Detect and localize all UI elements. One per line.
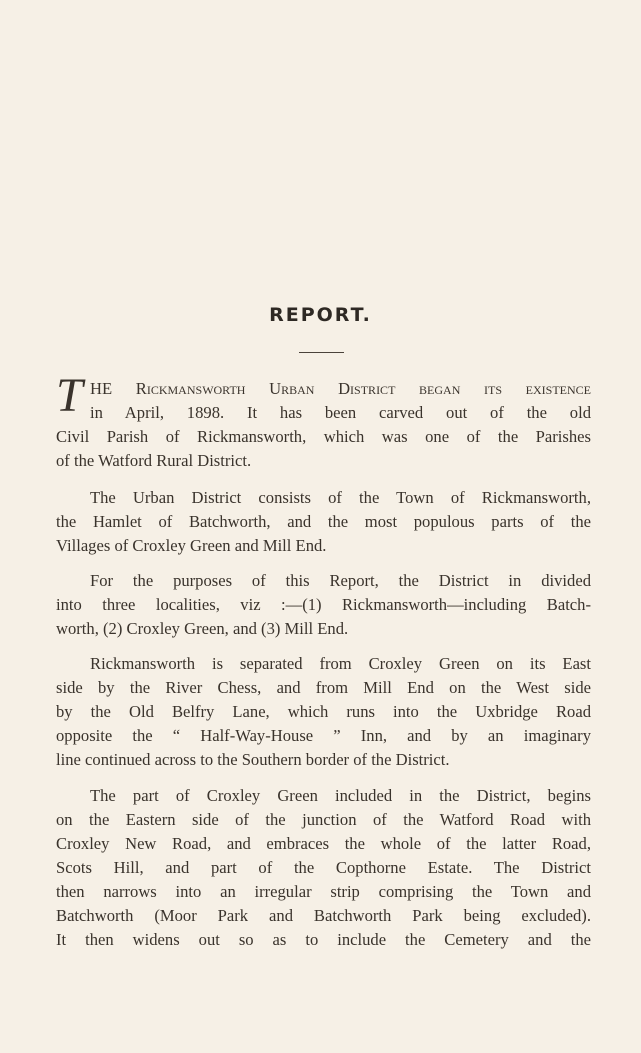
paragraph-line: Rickmansworth is separated from Croxley Green on its East — [90, 654, 591, 673]
paragraph-line: the Hamlet of Batchworth, and the most populous parts of the — [56, 512, 591, 531]
paragraph-line: line continued across to the Southern border of the District. — [56, 750, 450, 769]
paragraph-line: Civil Parish of Rickmansworth, which was one of the Parishes — [56, 427, 591, 446]
title-rule — [299, 352, 344, 353]
paragraph-line: Villages of Croxley Green and Mill End. — [56, 536, 327, 555]
lead-phrase: Rickmansworth Urban District began its existence — [135, 379, 591, 398]
paragraph-line: by the Old Belfry Lane, which runs into the Uxbridge Road — [56, 702, 591, 721]
paragraph-line: into three localities, viz :—(1) Rickmansworth—including Batch- — [56, 595, 591, 614]
paragraph-line — [56, 377, 591, 401]
paragraph-5 — [56, 784, 591, 952]
paragraph-2 — [56, 486, 591, 558]
paragraph-line: Scots Hill, and part of the Copthorne Estate. The District — [56, 858, 591, 877]
paragraph-line: side by the River Chess, and from Mill End on the West side — [56, 678, 591, 697]
paragraph-line: then narrows into an irregular strip comprising the Town and — [56, 882, 591, 901]
paragraph-line: on the Eastern side of the junction of the Watford Road with — [56, 810, 591, 829]
paragraph-3 — [56, 569, 591, 641]
paragraph-line: Croxley New Road, and embraces the whole of the latter Road, — [56, 834, 591, 853]
paragraph-line: of the Watford Rural District. — [56, 451, 252, 470]
paragraph-4 — [56, 652, 591, 772]
paragraph-line: in April, 1898. It has been carved out of the old — [90, 403, 591, 422]
paragraph-line: For the purposes of this Report, the District in divided — [90, 571, 591, 590]
lead-word: HE — [90, 379, 113, 398]
page-title: REPORT. — [269, 304, 372, 326]
paragraph-line: The Urban District consists of the Town of Rickmansworth, — [90, 488, 591, 507]
paragraph-line: worth, (2) Croxley Green, and (3) Mill End. — [56, 619, 349, 638]
paragraph-line: opposite the “ Half-Way-House ” Inn, and by an imaginary — [56, 726, 591, 745]
paragraph-line: It then widens out so as to include the Cemetery and the — [56, 930, 591, 949]
paragraph-line: The part of Croxley Green included in the District, begins — [90, 786, 591, 805]
drop-cap: T — [56, 369, 83, 422]
paragraph-1 — [56, 377, 591, 473]
paragraph-line: Batchworth (Moor Park and Batchworth Park being excluded). — [56, 906, 591, 925]
